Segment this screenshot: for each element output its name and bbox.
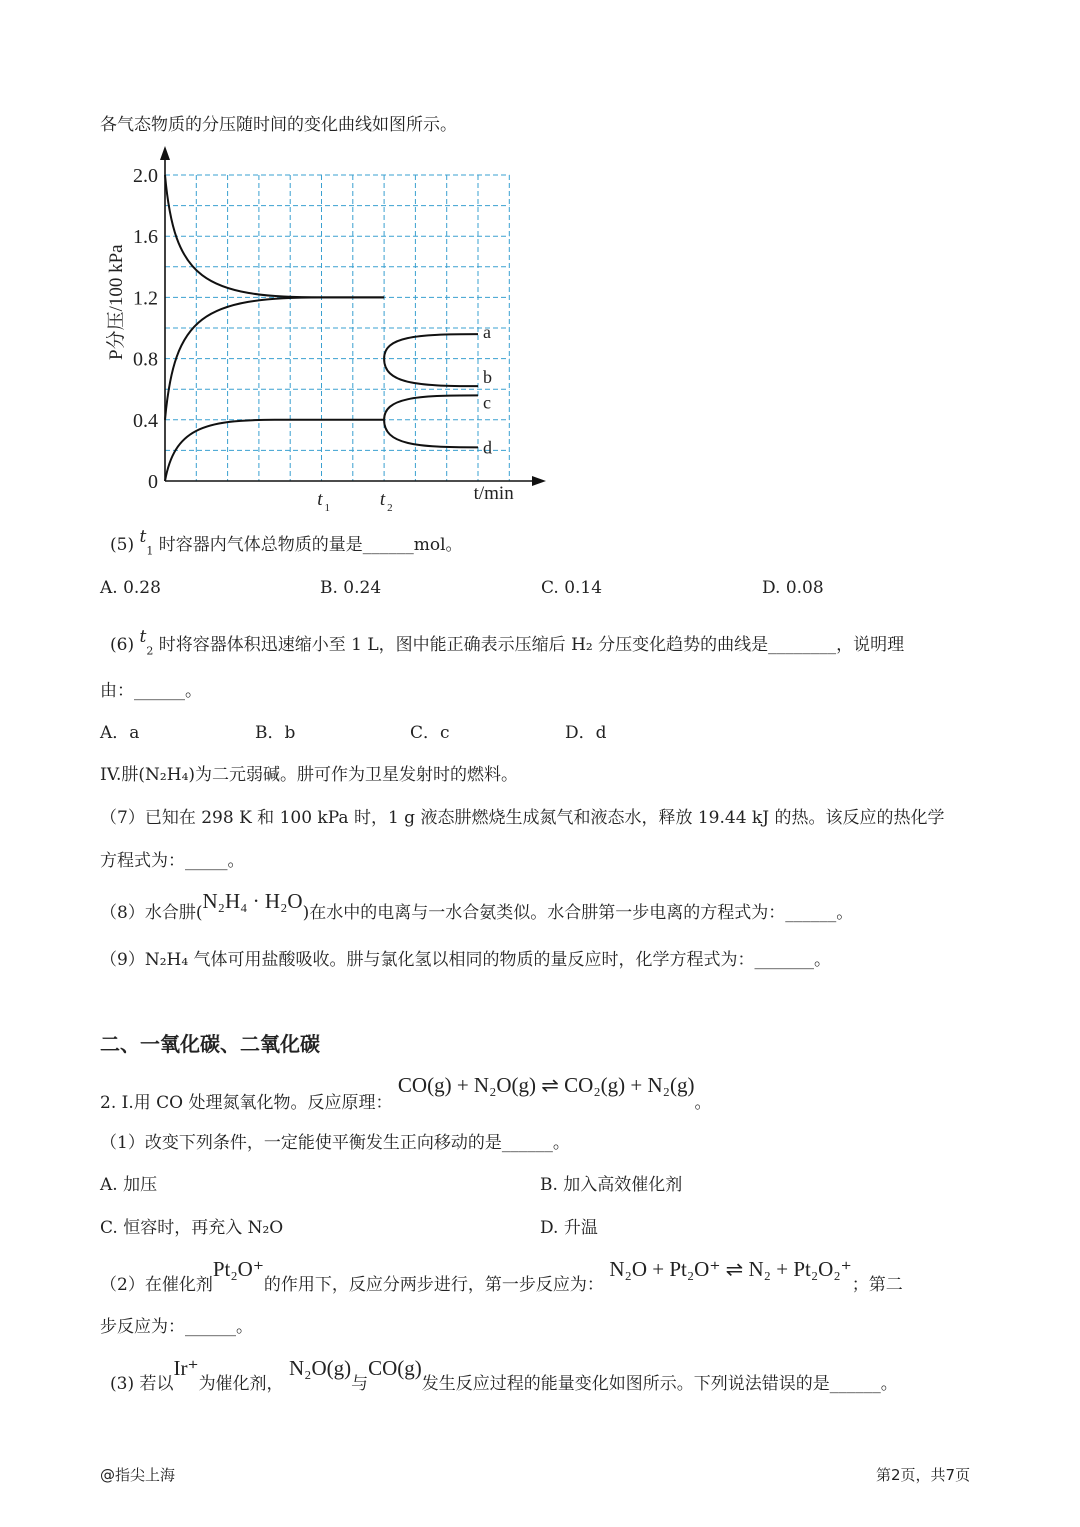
p2q3-and: 与: [351, 1374, 369, 1394]
p2q2-post: ；第二: [851, 1275, 903, 1295]
q6-stem: [110, 627, 905, 658]
x-tick-label: t: [379, 489, 386, 510]
y-tick-label: 1.6: [133, 226, 158, 249]
curve-b: [384, 359, 478, 387]
y-axis-label: P分压/100 kPa: [106, 244, 127, 360]
curve-label-b: b: [483, 367, 492, 388]
x-tick-label: t: [317, 489, 323, 510]
t1-sub: 1: [146, 544, 154, 558]
p2q3-mid: 为催化剂，: [198, 1374, 284, 1394]
section-heading: 二、一氧化碳、二氧化碳: [100, 1032, 320, 1056]
q6-option-d: D．d: [565, 723, 607, 743]
p2q2-catalyst: Pt₂O⁺: [212, 1257, 264, 1281]
p2q3-pre: (3) 若以: [110, 1374, 174, 1394]
p2-post: 。: [694, 1093, 712, 1113]
curve-label-d: d: [483, 437, 492, 458]
t1-symbol: t: [139, 527, 147, 547]
partial-pressure-chart: [90, 140, 560, 520]
p2q1-option-d: D. 升温: [540, 1218, 598, 1238]
q6-option-b: B．b: [255, 723, 296, 743]
q5-option-c: C. 0.14: [541, 578, 603, 598]
x-tick-sub: 2: [387, 502, 393, 514]
x-tick-sub: 1: [324, 502, 330, 514]
q6-number: (6): [110, 635, 135, 655]
curve-d: [384, 420, 478, 448]
t2-symbol: t: [139, 627, 147, 647]
p2q3-line: [110, 1355, 898, 1394]
q6-text: 时将容器体积迅速缩小至 1 L，图中能正确表示压缩后 H₂ 分压变化趋势的曲线是________，说明理: [158, 635, 905, 655]
p2-equation: CO(g) + N₂O(g) ⇌ CO₂(g) + N₂(g): [397, 1073, 695, 1097]
q6-text-cont: 由：______。: [100, 681, 202, 701]
footer-source: @指尖上海: [100, 1466, 176, 1484]
p2q3-post: 发生反应过程的能量变化如图所示。下列说法错误的是______。: [421, 1374, 898, 1394]
q6-option-a: A．a: [100, 723, 140, 743]
y-tick-label: 0.4: [133, 409, 158, 432]
y-tick-label: 0: [148, 471, 158, 493]
q5-text: 时容器内气体总物质的量是______mol。: [158, 535, 463, 555]
q8-line: [100, 889, 854, 924]
q7-text: （7）已知在 298 K 和 100 kPa 时，1 g 液态肼燃烧生成氮气和液态水，释放 19.44 kJ 的热。该反应的热化学: [100, 808, 945, 828]
footer-page-number: 第2页，共7页: [876, 1466, 971, 1484]
q6-option-c: C．c: [410, 723, 450, 743]
q5-option-a: A. 0.28: [100, 578, 161, 598]
curve-a: [384, 334, 478, 358]
y-tick-label: 2.0: [133, 165, 158, 187]
y-tick-label: 0.8: [133, 348, 158, 371]
p2q3-co: CO(g): [368, 1356, 422, 1380]
p2q1-option-a: A. 加压: [100, 1175, 158, 1195]
y-axis-arrow: [160, 146, 170, 160]
q8-formula: N₂H₄ · H₂O: [202, 889, 303, 913]
t2-sub: 2: [146, 644, 154, 658]
p2q3-catalyst: Ir⁺: [173, 1356, 199, 1380]
q7-text-cont: 方程式为：_____。: [100, 851, 245, 871]
p2q2-equation: N₂O + Pt₂O⁺ ⇌ N₂ + Pt₂O₂⁺: [609, 1257, 852, 1281]
section-iv-text: IV.肼(N₂H₄)为二元弱碱。肼可作为卫星发射时的燃料。: [100, 765, 519, 785]
p2q1-option-c: C. 恒容时，再充入 N₂O: [100, 1218, 284, 1238]
q5-number: (5): [110, 535, 135, 555]
p2q2-pre: （2）在催化剂: [100, 1275, 213, 1295]
x-axis-label: t/min: [473, 483, 514, 504]
p2q1-text: （1）改变下列条件，一定能使平衡发生正向移动的是______。: [100, 1133, 570, 1153]
y-tick-label: 1.2: [133, 287, 158, 310]
p2q1-option-b: B. 加入高效催化剂: [540, 1175, 683, 1195]
p2q3-n2o: N₂O(g): [288, 1356, 352, 1380]
q9-text: （9）N₂H₄ 气体可用盐酸吸收。肼与氯化氢以相同的物质的量反应时，化学方程式为：_______。: [100, 950, 832, 970]
curve-c: [384, 395, 478, 419]
intro-text: 各气态物质的分压随时间的变化曲线如图所示。: [100, 115, 457, 135]
p2-pre: 2. Ⅰ.用 CO 处理氮氧化物。反应原理：: [100, 1093, 393, 1113]
p2q2-mid: 的作用下，反应分两步进行，第一步反应为：: [263, 1275, 604, 1295]
p2-line: [100, 1072, 712, 1113]
p2q2-text-cont: 步反应为：______。: [100, 1317, 253, 1337]
q8-post: )在水中的电离与一水合氨类似。水合肼第一步电离的方程式为：______。: [302, 903, 854, 923]
q5-option-d: D. 0.08: [762, 578, 824, 598]
q5-option-b: B. 0.24: [320, 578, 382, 598]
p2q2-line: [100, 1256, 903, 1295]
curve-label-a: a: [483, 322, 491, 343]
q8-pre: （8）水合肼(: [100, 903, 203, 923]
curve-label-c: c: [483, 392, 491, 413]
x-axis-arrow: [532, 476, 546, 486]
q5-stem: [110, 527, 463, 558]
